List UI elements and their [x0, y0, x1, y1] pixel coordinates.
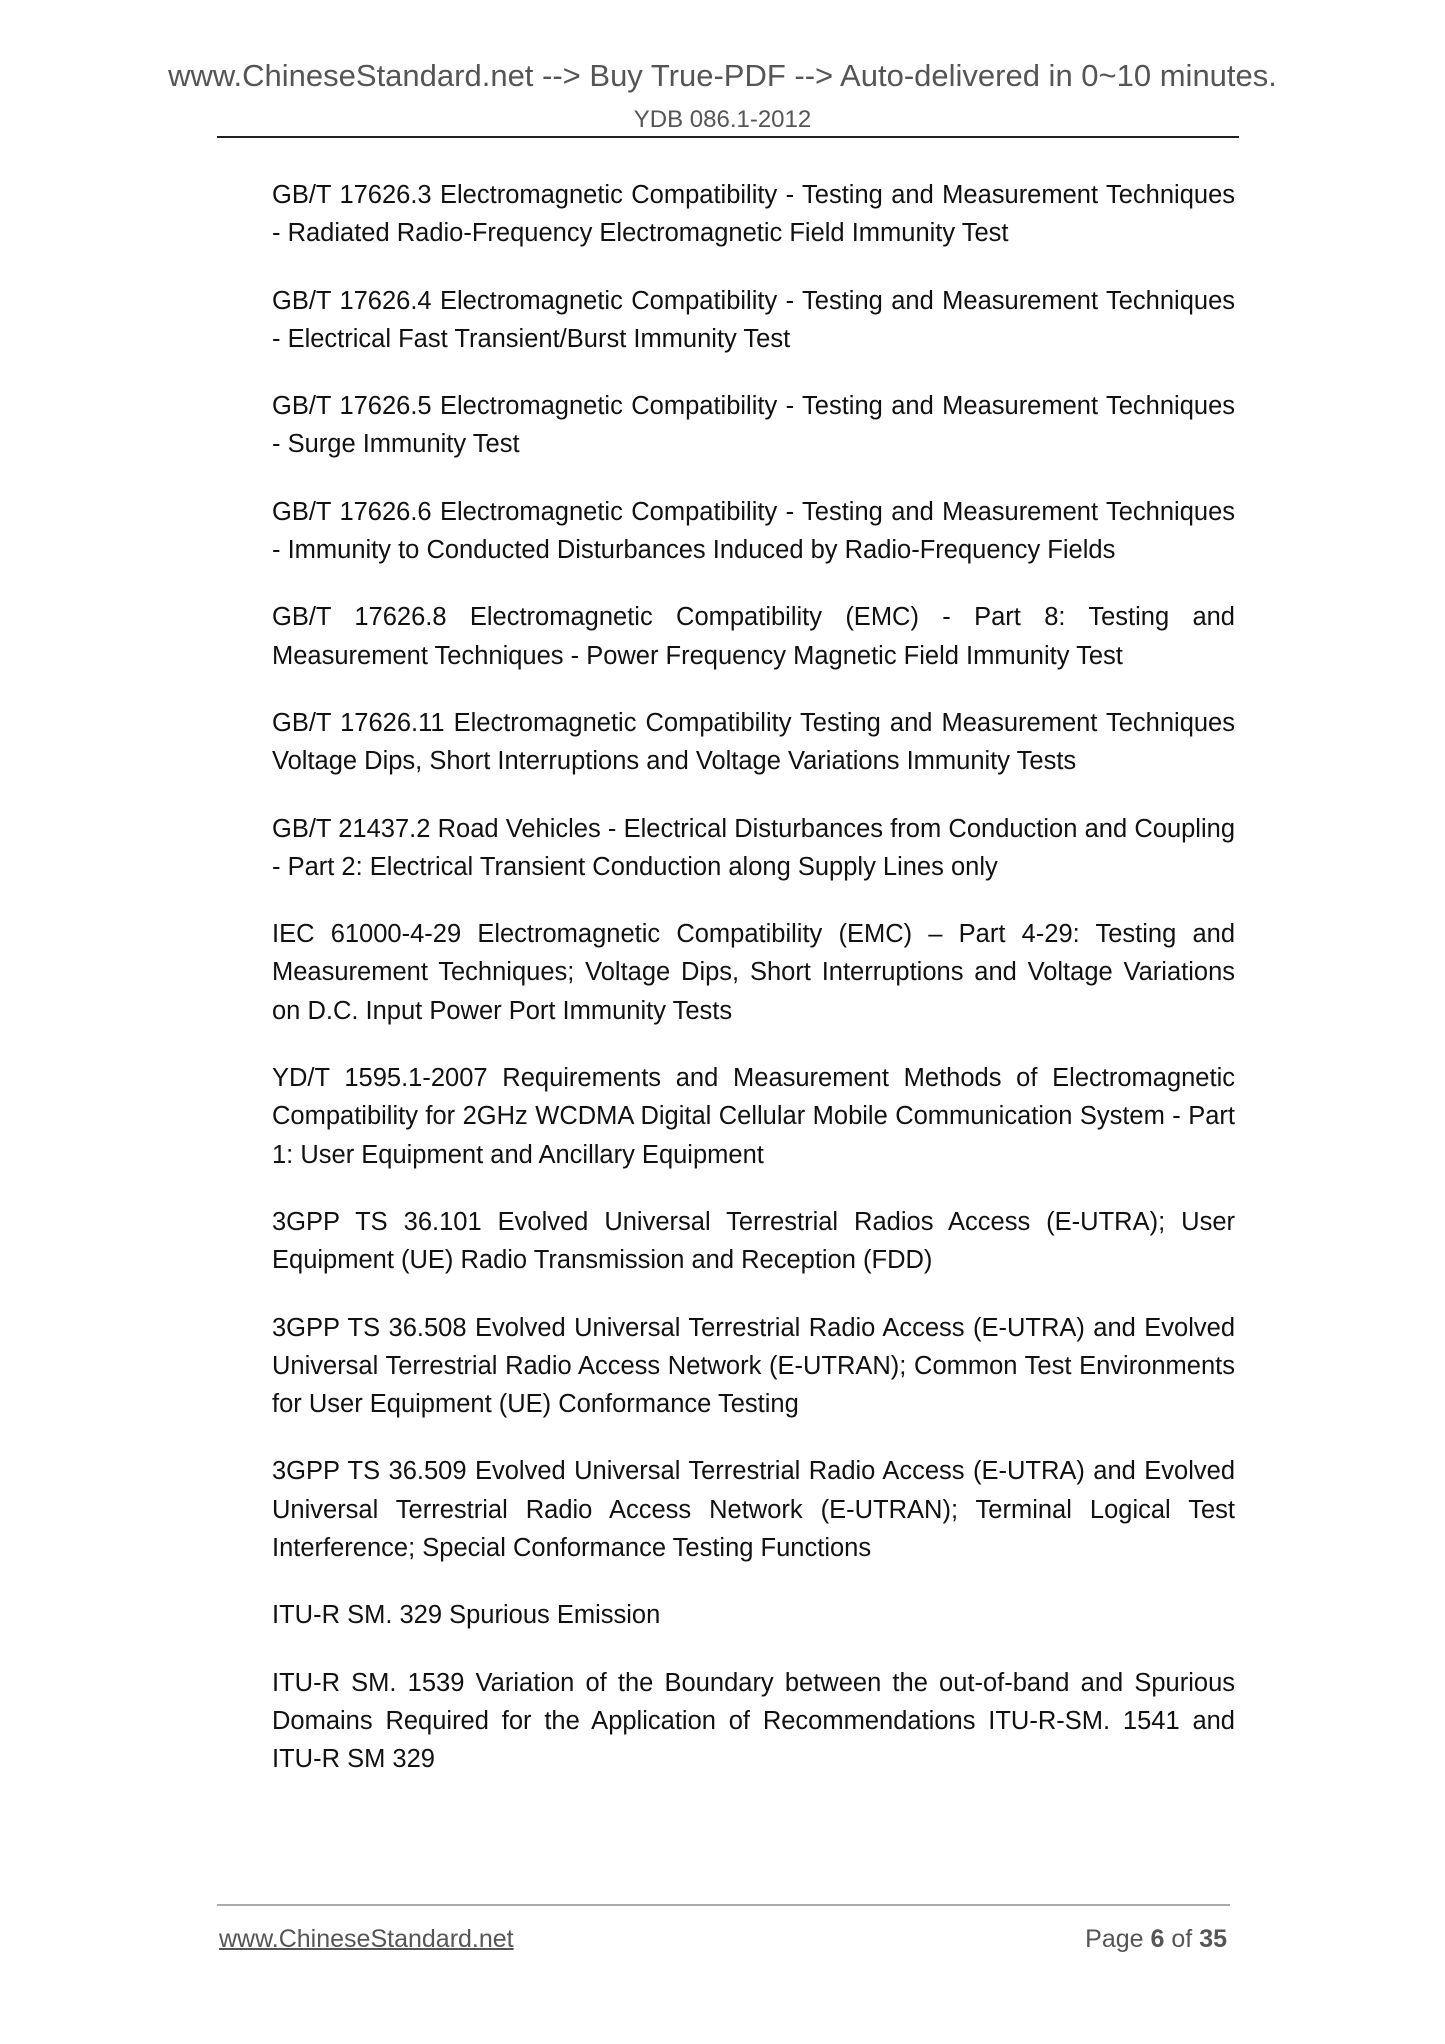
header-banner: www.ChineseStandard.net --> Buy True-PDF --> Auto-delivered in 0~10 minutes. [168, 58, 1277, 93]
page-of: of [1171, 1925, 1193, 1953]
header-divider [217, 136, 1239, 138]
document-id: YDB 086.1-2012 [633, 106, 812, 133]
reference-item: 3GPP TS 36.101 Evolved Universal Terrestrial Radios Access (E-UTRA); User Equipment (UE) Radio Transmission and Reception (FDD) [272, 1207, 1235, 1275]
page-total: 35 [1199, 1925, 1227, 1953]
reference-item: GB/T 17626.11 Electromagnetic Compatibility Testing and Measurement Techniques Voltage Dips, Short Interruptions and Voltage Variations Immunity Tests [272, 708, 1235, 776]
reference-item: GB/T 17626.8 Electromagnetic Compatibility (EMC) - Part 8: Testing and Measurement Techniques - Power Frequency Magnetic Field Immunity Test [272, 603, 1235, 670]
page-indicator [1085, 1925, 1227, 1954]
reference-item: IEC 61000-4-29 Electromagnetic Compatibility (EMC) – Part 4-29: Testing and Measurement Techniques; Voltage Dips, Short Interruptions and Voltage Variations on D.C. Input Power Port Immunity Tests [272, 920, 1235, 1025]
page-prefix: Page [1085, 1925, 1144, 1953]
reference-item: GB/T 17626.3 Electromagnetic Compatibility - Testing and Measurement Techniques - Radiated Radio-Frequency Electromagnetic Field Immunity Test [272, 181, 1235, 248]
page-current: 6 [1150, 1925, 1165, 1953]
reference-item: 3GPP TS 36.508 Evolved Universal Terrestrial Radio Access (E-UTRA) and Evolved Universal Terrestrial Radio Access Network (E-UTRAN); Common Test Environments for User Equipment (UE) Conformance Testing [272, 1313, 1235, 1419]
reference-item: GB/T 17626.6 Electromagnetic Compatibility - Testing and Measurement Techniques - Immunity to Conducted Disturbances Induced by Radio-Frequency Fields [272, 497, 1235, 565]
reference-item: ITU-R SM. 329 Spurious Emission [272, 1601, 661, 1630]
reference-item: YD/T 1595.1-2007 Requirements and Measurement Methods of Electromagnetic Compatibility for 2GHz WCDMA Digital Cellular Mobile Communication System - Part 1: User Equipment and Ancillary Equipment [272, 1064, 1235, 1169]
reference-item: ITU-R SM. 1539 Variation of the Boundary between the out-of-band and Spurious Domains Required for the Application of Recommendations ITU-R-SM. 1541 and ITU-R SM 329 [272, 1668, 1235, 1774]
footer-website-link[interactable]: www.ChineseStandard.net [219, 1925, 514, 1953]
reference-item: 3GPP TS 36.509 Evolved Universal Terrestrial Radio Access (E-UTRA) and Evolved Universal Terrestrial Radio Access Network (E-UTRAN); Terminal Logical Test Interference; Special Conformance Testing Functions [272, 1457, 1235, 1563]
footer-divider [217, 1904, 1230, 1906]
reference-item: GB/T 17626.4 Electromagnetic Compatibility - Testing and Measurement Techniques - Electrical Fast Transient/Burst Immunity Test [272, 286, 1235, 353]
reference-item: GB/T 21437.2 Road Vehicles - Electrical Disturbances from Conduction and Coupling - Part 2: Electrical Transient Conduction along Supply Lines only [272, 814, 1235, 881]
reference-item: GB/T 17626.5 Electromagnetic Compatibility - Testing and Measurement Techniques - Surge Immunity Test [272, 392, 1235, 459]
reference-list [272, 176, 1235, 1808]
